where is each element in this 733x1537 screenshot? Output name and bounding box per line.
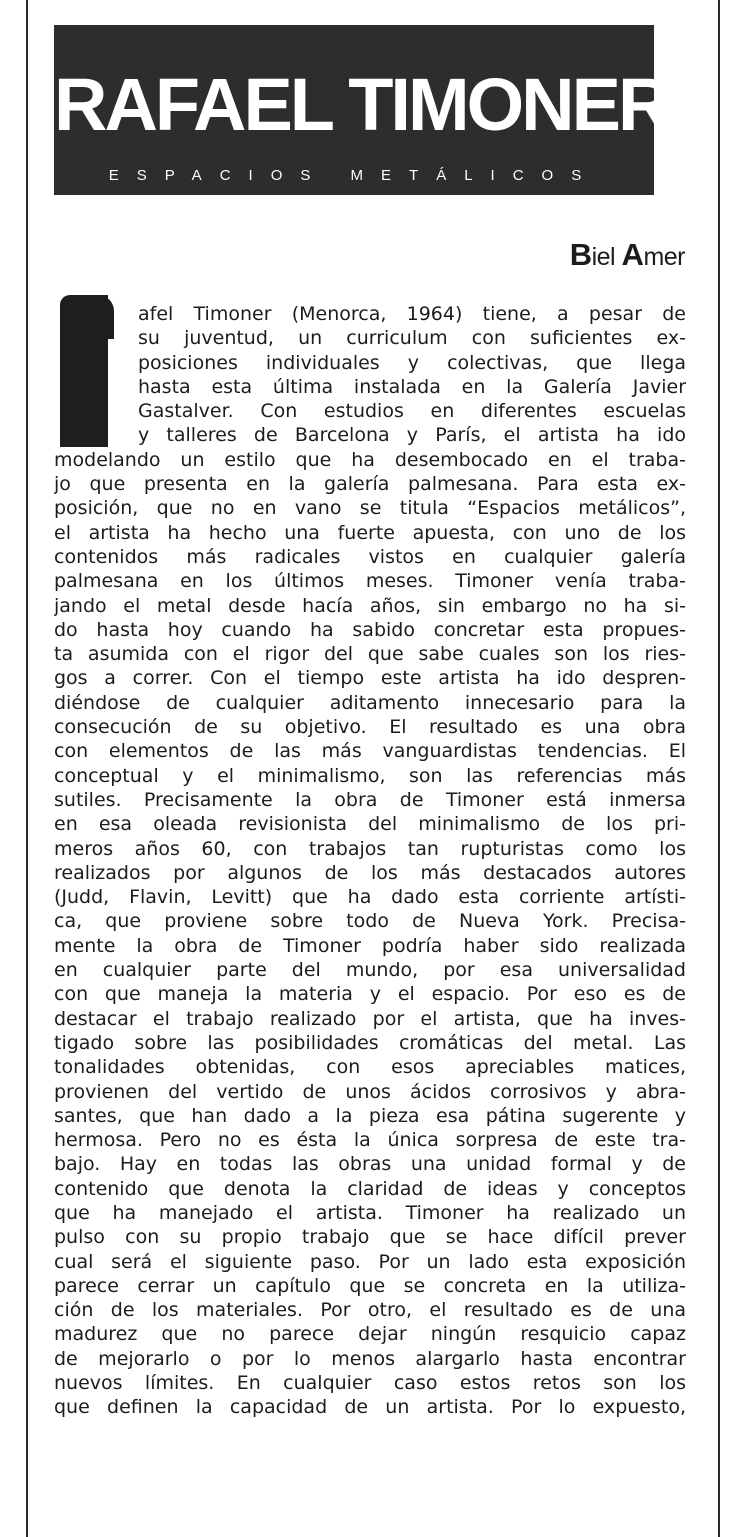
article-line: mente la obra de Timoner podría haber sido realizada bbox=[54, 934, 686, 957]
article-line: palmesana en los últimos meses. Timoner venía traba- bbox=[54, 570, 686, 593]
article-line: provienen del vertido de unos ácidos corrosivos y abra- bbox=[54, 1080, 686, 1103]
article-line: afel Timoner (Menorca, 1964) tiene, a pesar de bbox=[138, 303, 686, 325]
article-line: jo que presenta en la galería palmesana. Para esta ex- bbox=[54, 473, 686, 496]
article-line: conceptual y el minimalismo, son las referencias más bbox=[54, 764, 686, 787]
article-line: contenido que denota la claridad de ideas y conceptos bbox=[54, 1177, 686, 1200]
article-line: ca, que proviene sobre todo de Nueva York. Precisa- bbox=[54, 910, 686, 933]
column-rule-left bbox=[26, 0, 28, 1537]
article-line: posiciones individuales y colectivas, que llega bbox=[138, 351, 686, 374]
article-line: de mejorarlo o por lo menos alargarlo hasta encontrar bbox=[54, 1347, 686, 1370]
article-line: ción de los materiales. Por otro, el resultado es de una bbox=[54, 1299, 686, 1322]
article-line: posición, que no en vano se titula “Espacios metálicos”, bbox=[54, 497, 686, 520]
byline-first-rest: iel bbox=[591, 243, 622, 271]
article-line: gos a correr. Con el tiempo este artista ha ido despren- bbox=[54, 667, 686, 690]
article-line: do hasta hoy cuando ha sabido concretar esta propues- bbox=[54, 618, 686, 641]
article-line: tigado sobre las posibilidades cromáticas del metal. Las bbox=[54, 1031, 686, 1054]
article-line: pulso con su propio trabajo que se hace difícil prever bbox=[54, 1226, 686, 1249]
article-line: madurez que no parece dejar ningún resquicio capaz bbox=[54, 1323, 686, 1346]
headline-subtitle: ESPACIOS METÁLICOS bbox=[108, 167, 600, 184]
article-line: parece cerrar un capítulo que se concreta en la utiliza- bbox=[54, 1274, 686, 1297]
article-line: sutiles. Precisamente la obra de Timoner está inmersa bbox=[54, 788, 686, 811]
article-line: consecución de su objetivo. El resultado es una obra bbox=[54, 716, 686, 739]
article-line: bajo. Hay en todas las obras una unidad formal y de bbox=[54, 1153, 686, 1176]
article-line: ta asumida con el rigor del que sabe cuales son los ries- bbox=[54, 643, 686, 666]
article-line: nuevos límites. En cualquier caso estos retos son los bbox=[54, 1372, 686, 1395]
article-body bbox=[54, 302, 686, 1420]
byline-last-rest: mer bbox=[643, 243, 685, 271]
article-line: su juventud, un curriculum con suficientes ex- bbox=[138, 327, 686, 350]
article-line: con elementos de las más vanguardistas tendencias. El bbox=[54, 740, 686, 763]
article-line: contenidos más radicales vistos en cualquier galería bbox=[54, 545, 686, 568]
article-line: meros años 60, con trabajos tan rupturistas como los bbox=[54, 837, 686, 860]
article-line: santes, que han dado a la pieza esa pátina sugerente y bbox=[54, 1104, 686, 1127]
byline-first-initial: B bbox=[569, 237, 592, 272]
article-line: jando el metal desde hacía años, sin embargo no ha si- bbox=[54, 594, 686, 617]
article-line: que definen la capacidad de un artista. Por lo expuesto, bbox=[54, 1396, 686, 1419]
article-line: diéndose de cualquier aditamento innecesario para la bbox=[54, 691, 686, 714]
article-line: y talleres de Barcelona y París, el artista ha ido bbox=[138, 424, 686, 447]
article-line: con que maneja la materia y el espacio. Por eso es de bbox=[54, 983, 686, 1006]
article-line: hermosa. Pero no es ésta la única sorpresa de este tra- bbox=[54, 1129, 686, 1152]
author-byline bbox=[569, 237, 685, 272]
article-line: destacar el trabajo realizado por el artista, que ha inves- bbox=[54, 1007, 686, 1030]
article-line: Gastalver. Con estudios en diferentes escuelas bbox=[138, 400, 686, 423]
article-line: el artista ha hecho una fuerte apuesta, con uno de los bbox=[54, 521, 686, 544]
article-line: en cualquier parte del mundo, por esa universalidad bbox=[54, 959, 686, 982]
article-line: cual será el siguiente paso. Por un lado esta exposición bbox=[54, 1250, 686, 1273]
article-line: modelando un estilo que ha desembocado en el traba- bbox=[54, 448, 686, 471]
article-line: hasta esta última instalada en la Galería Javier bbox=[138, 375, 686, 398]
article-line: (Judd, Flavin, Levitt) que ha dado esta corriente artísti- bbox=[54, 886, 686, 909]
byline-last-initial: A bbox=[621, 237, 644, 272]
headline-banner bbox=[54, 25, 669, 195]
article-line: realizados por algunos de los más destacados autores bbox=[54, 861, 686, 884]
article-line: en esa oleada revisionista del minimalismo de los pri- bbox=[54, 813, 686, 836]
article-line: que ha manejado el artista. Timoner ha realizado un bbox=[54, 1201, 686, 1224]
headline-title: RAFAEL TIMONER bbox=[54, 63, 669, 146]
column-rule-right bbox=[718, 0, 720, 1537]
article-line: tonalidades obtenidas, con esos apreciables matices, bbox=[54, 1056, 686, 1079]
